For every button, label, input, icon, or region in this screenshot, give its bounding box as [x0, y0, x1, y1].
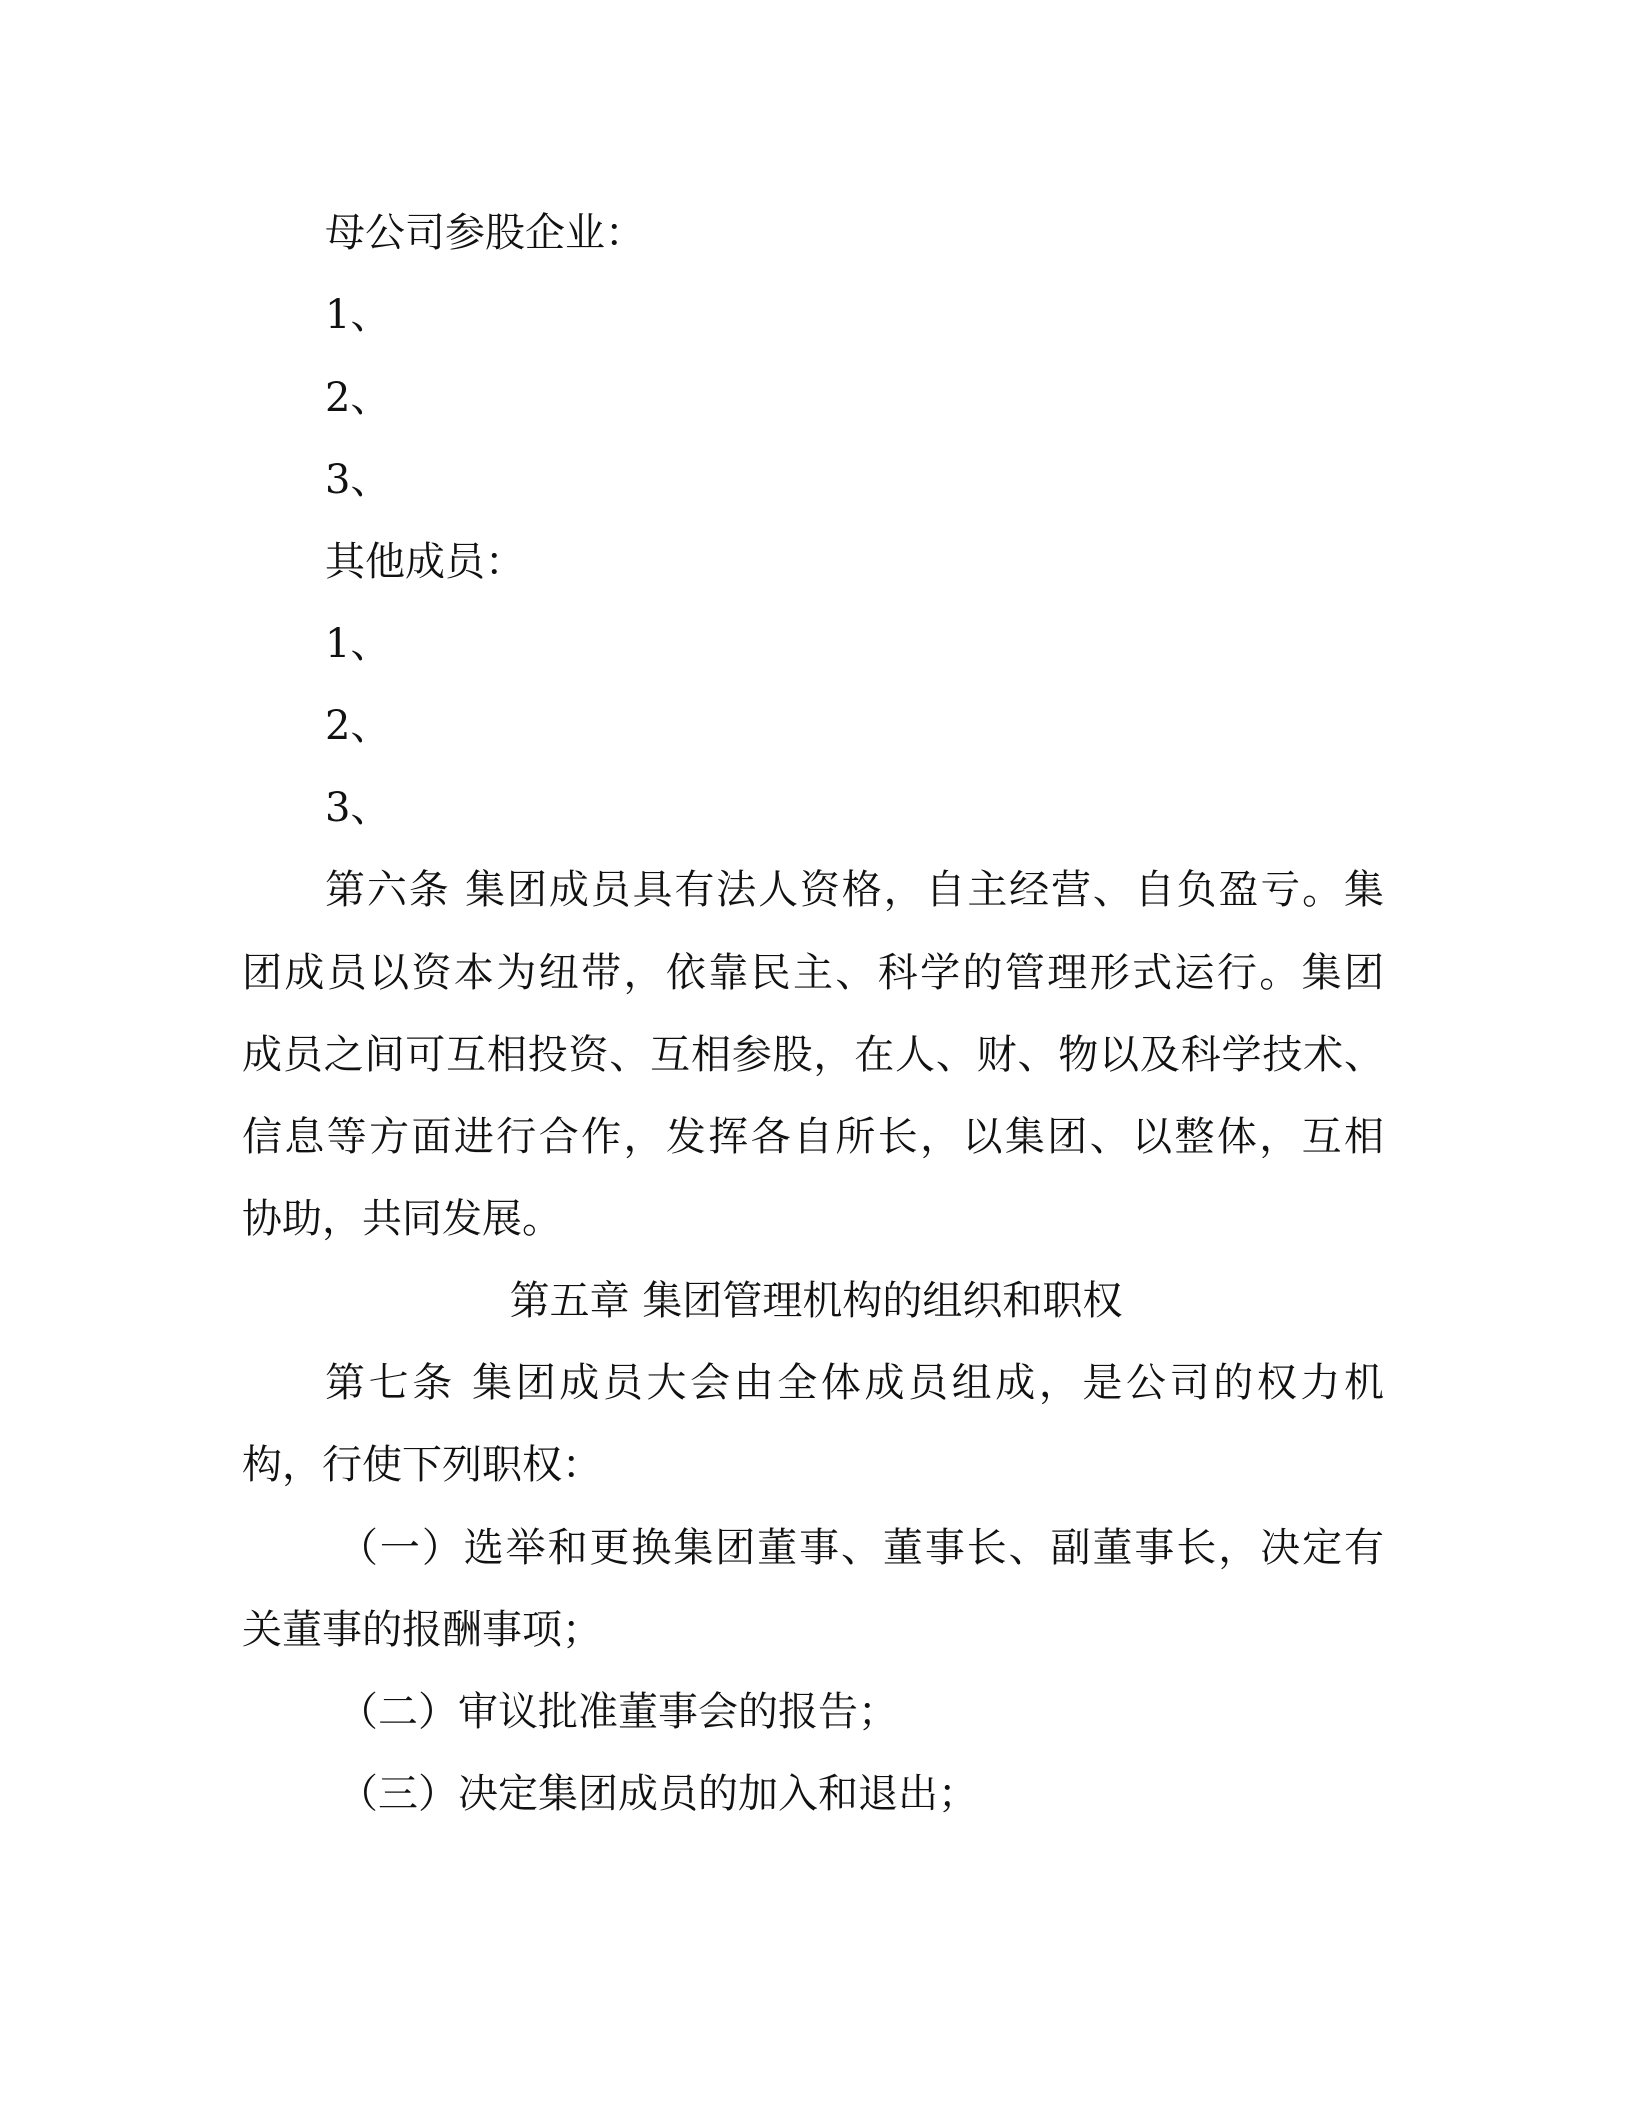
article-7-line: 构，行使下列职权： — [242, 1442, 602, 1488]
article-6-line: 成员之间可互相投资、互相参股，在人、财、物以及科学技术、 — [242, 1032, 1384, 1078]
article-7-item-1: （一）选举和更换集团董事、董事长、副董事长，决定有 — [338, 1525, 1384, 1571]
article-6-line: 第六条 集团成员具有法人资格，自主经营、自负盈亏。集 — [325, 867, 1384, 913]
article-6-line: 团成员以资本为纽带，依靠民主、科学的管理形式运行。集团 — [242, 950, 1384, 996]
list-item-1: 1、 — [325, 292, 391, 338]
article-7-item-2: （二）审议批准董事会的报告； — [338, 1689, 898, 1735]
heading-parent-company-holdings: 母公司参股企业： — [325, 210, 645, 256]
list-item-3: 3、 — [325, 785, 391, 831]
list-item-2: 2、 — [325, 375, 391, 421]
chapter-5-title: 第五章 集团管理机构的组织和职权 — [509, 1278, 1123, 1324]
article-7-item-1-cont: 关董事的报酬事项； — [242, 1607, 602, 1653]
list-item-2: 2、 — [325, 703, 391, 749]
article-6-line: 信息等方面进行合作，发挥各自所长，以集团、以整体，互相 — [242, 1114, 1384, 1160]
article-6-line: 协助，共同发展。 — [242, 1196, 562, 1242]
heading-other-members: 其他成员： — [325, 539, 525, 585]
article-7-item-3: （三）决定集团成员的加入和退出； — [338, 1771, 978, 1817]
article-7-line: 第七条 集团成员大会由全体成员组成，是公司的权力机 — [325, 1360, 1384, 1406]
list-item-3: 3、 — [325, 457, 391, 503]
list-item-1: 1、 — [325, 621, 391, 667]
